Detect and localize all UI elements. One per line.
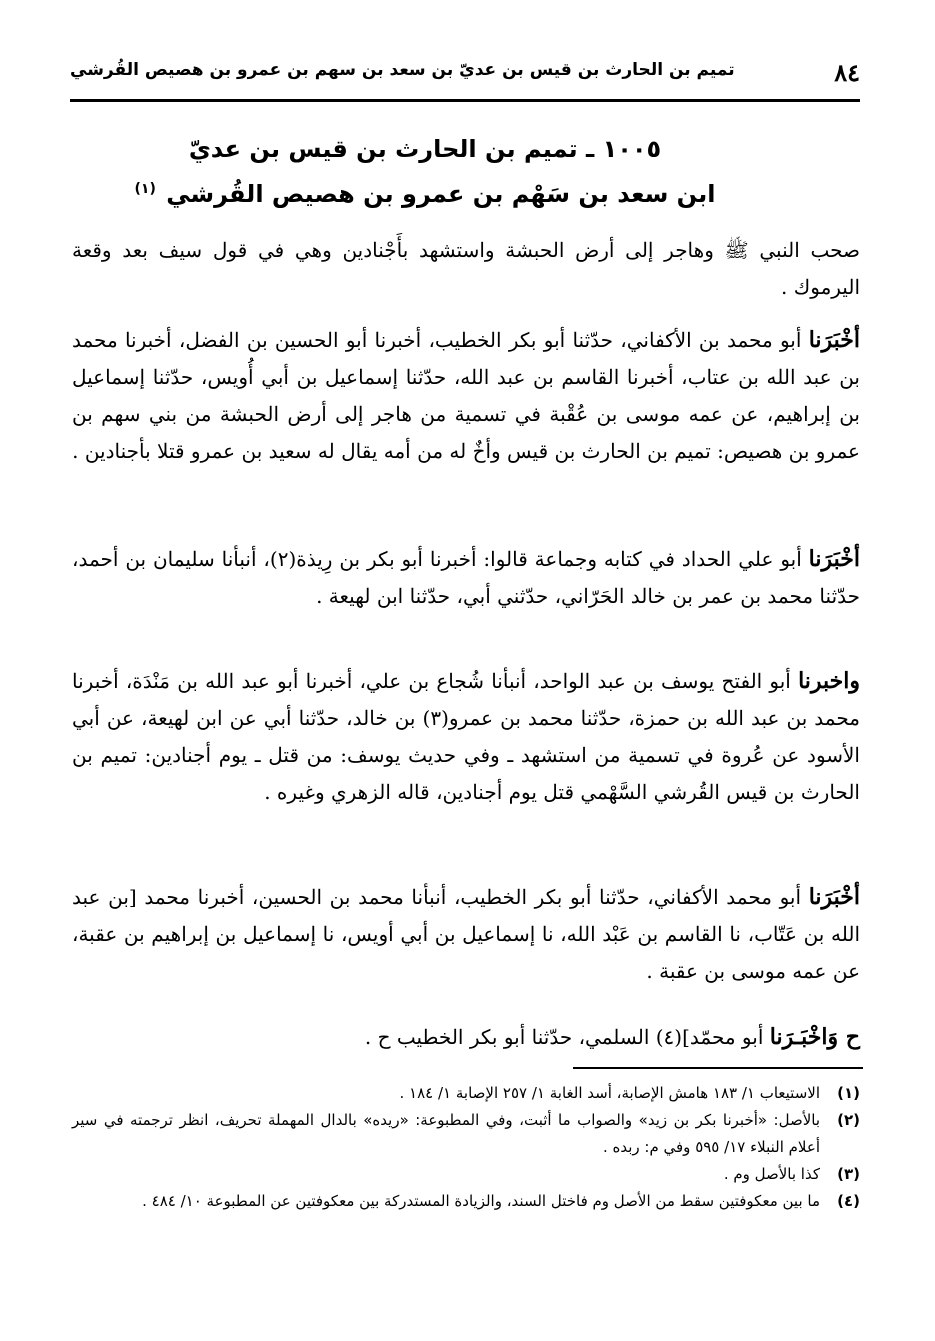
footnote-text: بالأصل: «أخبرنا بكر بن زيد» والصواب ما أثبت، وفي المطبوعة: «ريده» بالدال المهملة تحريف، انظر ترجمته في سير أعلام النبلاء ١٧/ ٥٩٥ وفي م: ربده . [72, 1111, 820, 1156]
footnote-number: (١) [837, 1084, 860, 1102]
entry-title-text-2: ابن سعد بن سَهْم بن عمرو بن هصيص القُرشي [166, 180, 716, 208]
paragraph-text: أبو محمد بن الأكفاني، حدّثنا أبو بكر الخطيب، أخبرنا أبو الحسين بن الفضل، أخبرنا محمد بن عبد الله بن عتاب، أخبرنا القاسم بن عبد الله، حدّثنا إسماعيل بن أبي أُويس، حدّثنا إسماعيل بن إبراهيم، عن عمه موسى بن عُقْبة في تسمية من هاجر إلى أرض الحبشة من بني سهم بن عمرو بن هصيص: تميم بن الحارث بن قيس وأخٌ له من أمه يقال له سعيد بن عمرو قتلا بأجنادين . [72, 328, 860, 463]
paragraph-text-wrap [72, 879, 860, 990]
paragraph-lead: أخْبَرَنا [808, 546, 860, 572]
page-header [70, 52, 860, 102]
footnote-number: (٣) [837, 1165, 860, 1183]
paragraph-text-wrap [72, 663, 860, 811]
paragraph-lead: ح وَاخْبَـرَنا [769, 1024, 860, 1050]
paragraph-text: أبو محمّد](٤) السلمي، حدّثنا أبو بكر الخطيب ح . [364, 1025, 764, 1049]
footnote-divider [573, 1067, 863, 1069]
header-rule [70, 99, 860, 102]
paragraph-1 [72, 232, 860, 306]
running-title: تميم بن الحارث بن قيس بن عديّ بن سعد بن سهم بن عمرو بن هصيص القُرشي [70, 60, 735, 80]
entry-title-line-1 [120, 135, 730, 163]
paragraph-lead: أخْبَرَنا [808, 327, 861, 353]
footnote-text: كذا بالأصل وم . [723, 1165, 820, 1183]
paragraph-2 [72, 322, 860, 470]
footnotes [72, 1080, 860, 1215]
paragraph-text: صحب النبي ﷺ وهاجر إلى أرض الحبشة واستشهد بأَجْنادين وهي في قول سيف بعد وقعة اليرموك . [72, 238, 860, 299]
footnote-number: (٤) [837, 1192, 860, 1210]
footnote-text: ما بين معكوفتين سقط من الأصل وم فاختل السند، والزيادة المستدركة بين معكوفتين عن المطبوعة ١٠/ ٤٨٤ . [142, 1192, 820, 1210]
paragraph-5 [72, 879, 860, 990]
footnote-text: الاستيعاب ١/ ١٨٣ هامش الإصابة، أسد الغابة ١/ ٢٥٧ الإصابة ١/ ١٨٤ . [399, 1084, 820, 1102]
footnote [72, 1188, 860, 1215]
paragraph-text: أبو محمد الأكفاني، حدّثنا أبو بكر الخطيب، أنبأنا محمد بن الحسين، أخبرنا محمد [بن عبد الله بن عَتّاب، نا القاسم بن عَبْد الله، نا إسماعيل بن أبي أويس، نا إسماعيل بن إبراهيم بن عقبة، عن عمه موسى بن عقبة . [72, 885, 860, 983]
paragraph-text: أبو الفتح يوسف بن عبد الواحد، أنبأنا شُجاع بن علي، أخبرنا أبو عبد الله بن مَنْدَة، أخبرنا محمد بن عبد الله بن حمزة، حدّثنا محمد بن عمرو(٣) بن خالد، حدّثنا أبي عن ابن لهيعة، عن أبي الأسود عن عُروة في تسمية من استشهد ـ وفي حديث يوسف: من قتل ـ يوم أجنادين: تميم بن الحارث بن قيس القُرشي السَّهْمي قتل يوم أجنادين، قاله الزهري وغيره . [72, 669, 860, 804]
footnote [72, 1107, 860, 1161]
paragraph-text: أبو علي الحداد في كتابه وجماعة قالوا: أخبرنا أبو بكر بن رِيذة(٢)، أنبأنا سليمان بن أحمد، حدّثنا محمد بن عمر بن خالد الحَرّاني، حدّثني أبي، حدّثنا ابن لهيعة . [72, 547, 860, 608]
entry-title-line-2 [120, 180, 730, 208]
paragraph-text-wrap [72, 541, 860, 615]
paragraph-6 [72, 1019, 860, 1056]
page-number: ٨٤ [834, 58, 860, 87]
footnote [72, 1080, 860, 1107]
paragraph-lead: أخْبَرَنا [808, 884, 861, 910]
footnote-number: (٢) [837, 1111, 860, 1129]
footnote [72, 1161, 860, 1188]
title-footnote-ref: (١) [134, 181, 156, 197]
paragraph-4 [72, 663, 860, 811]
paragraph-text-wrap [72, 322, 860, 470]
paragraph-text-wrap [72, 1019, 860, 1056]
paragraph-lead: واخبرنا [798, 668, 861, 694]
entry-title-text-1: ١٠٠٥ ـ تميم بن الحارث بن قيس بن عديّ [188, 135, 662, 163]
paragraph-3 [72, 541, 860, 615]
